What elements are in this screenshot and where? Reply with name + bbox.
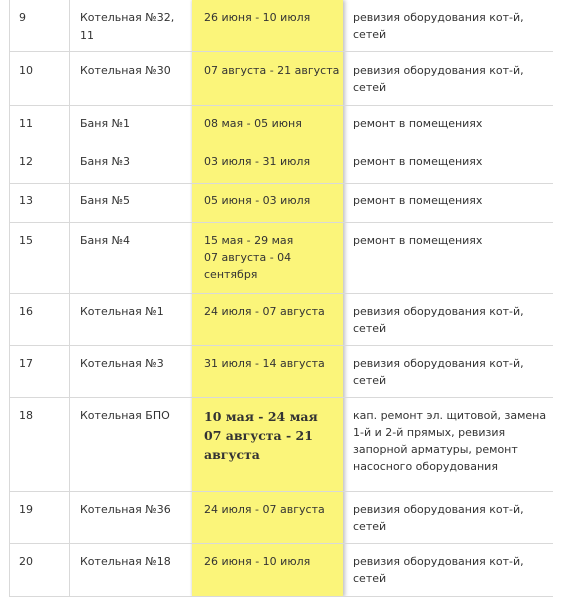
shutdown-period: 07 августа - 21 августа — [204, 64, 340, 77]
column-divider — [69, 0, 70, 597]
shutdown-period: 08 мая - 05 июня — [204, 117, 302, 130]
work-description: ремонт в помещениях — [353, 117, 483, 130]
work-description: ремонт в помещениях — [353, 194, 483, 207]
shutdown-period: 26 июня - 10 июля — [204, 555, 311, 568]
shutdown-period: 05 июня - 03 июля — [204, 194, 311, 207]
work-description: ревизия оборудования кот-й, сетей — [353, 357, 524, 387]
facility-name: Котельная №1 — [80, 305, 164, 318]
row-number: 12 — [19, 155, 33, 168]
work-description: ревизия оборудования кот-й, сетей — [353, 555, 524, 585]
work-description: кап. ремонт эл. щитовой, замена 1-й и 2-й прямых, ревизия запорной арматуры, ремонт насосного оборудования — [353, 409, 547, 473]
row-divider — [9, 293, 553, 294]
row-divider — [9, 105, 553, 106]
row-number: 20 — [19, 555, 33, 568]
facility-name: Баня №5 — [80, 194, 131, 207]
facility-name: Котельная №30 — [80, 64, 171, 77]
row-number: 18 — [19, 409, 33, 422]
work-description: ревизия оборудования кот-й, сетей — [353, 11, 524, 41]
column-divider — [9, 0, 10, 597]
shutdown-period: 31 июля - 14 августа — [204, 357, 325, 370]
row-number: 16 — [19, 305, 33, 318]
work-description: ревизия оборудования кот-й, сетей — [353, 305, 524, 335]
row-number: 9 — [19, 11, 26, 24]
shutdown-period: 10 мая - 24 мая 07 августа - 21 августа — [204, 409, 318, 462]
row-number: 15 — [19, 234, 33, 247]
shutdown-period: 24 июля - 07 августа — [204, 305, 325, 318]
facility-name: Котельная №18 — [80, 555, 171, 568]
shutdown-period: 15 мая - 29 мая 07 августа - 04 сентября — [204, 234, 294, 281]
facility-name: Котельная №32, 11 — [80, 11, 175, 42]
shutdown-period: 24 июля - 07 августа — [204, 503, 325, 516]
facility-name: Котельная №36 — [80, 503, 171, 516]
work-description: ремонт в помещениях — [353, 155, 483, 168]
row-divider — [9, 183, 553, 184]
facility-name: Баня №3 — [80, 155, 131, 168]
row-divider — [9, 345, 553, 346]
work-description: ревизия оборудования кот-й, сетей — [353, 64, 524, 94]
row-number: 11 — [19, 117, 33, 130]
facility-name: Баня №1 — [80, 117, 131, 130]
row-number: 17 — [19, 357, 33, 370]
row-divider — [9, 222, 553, 223]
facility-name: Баня №4 — [80, 234, 131, 247]
facility-name: Котельная №3 — [80, 357, 164, 370]
row-divider — [9, 51, 553, 52]
row-divider — [9, 543, 553, 544]
facility-name: Котельная БПО — [80, 409, 170, 422]
shutdown-period: 03 июля - 31 июля — [204, 155, 311, 168]
work-description: ремонт в помещениях — [353, 234, 483, 247]
row-number: 10 — [19, 64, 33, 77]
row-number: 13 — [19, 194, 33, 207]
shutdown-period: 26 июня - 10 июля — [204, 11, 311, 24]
row-divider — [9, 491, 553, 492]
row-divider — [9, 397, 553, 398]
work-description: ревизия оборудования кот-й, сетей — [353, 503, 524, 533]
row-number: 19 — [19, 503, 33, 516]
